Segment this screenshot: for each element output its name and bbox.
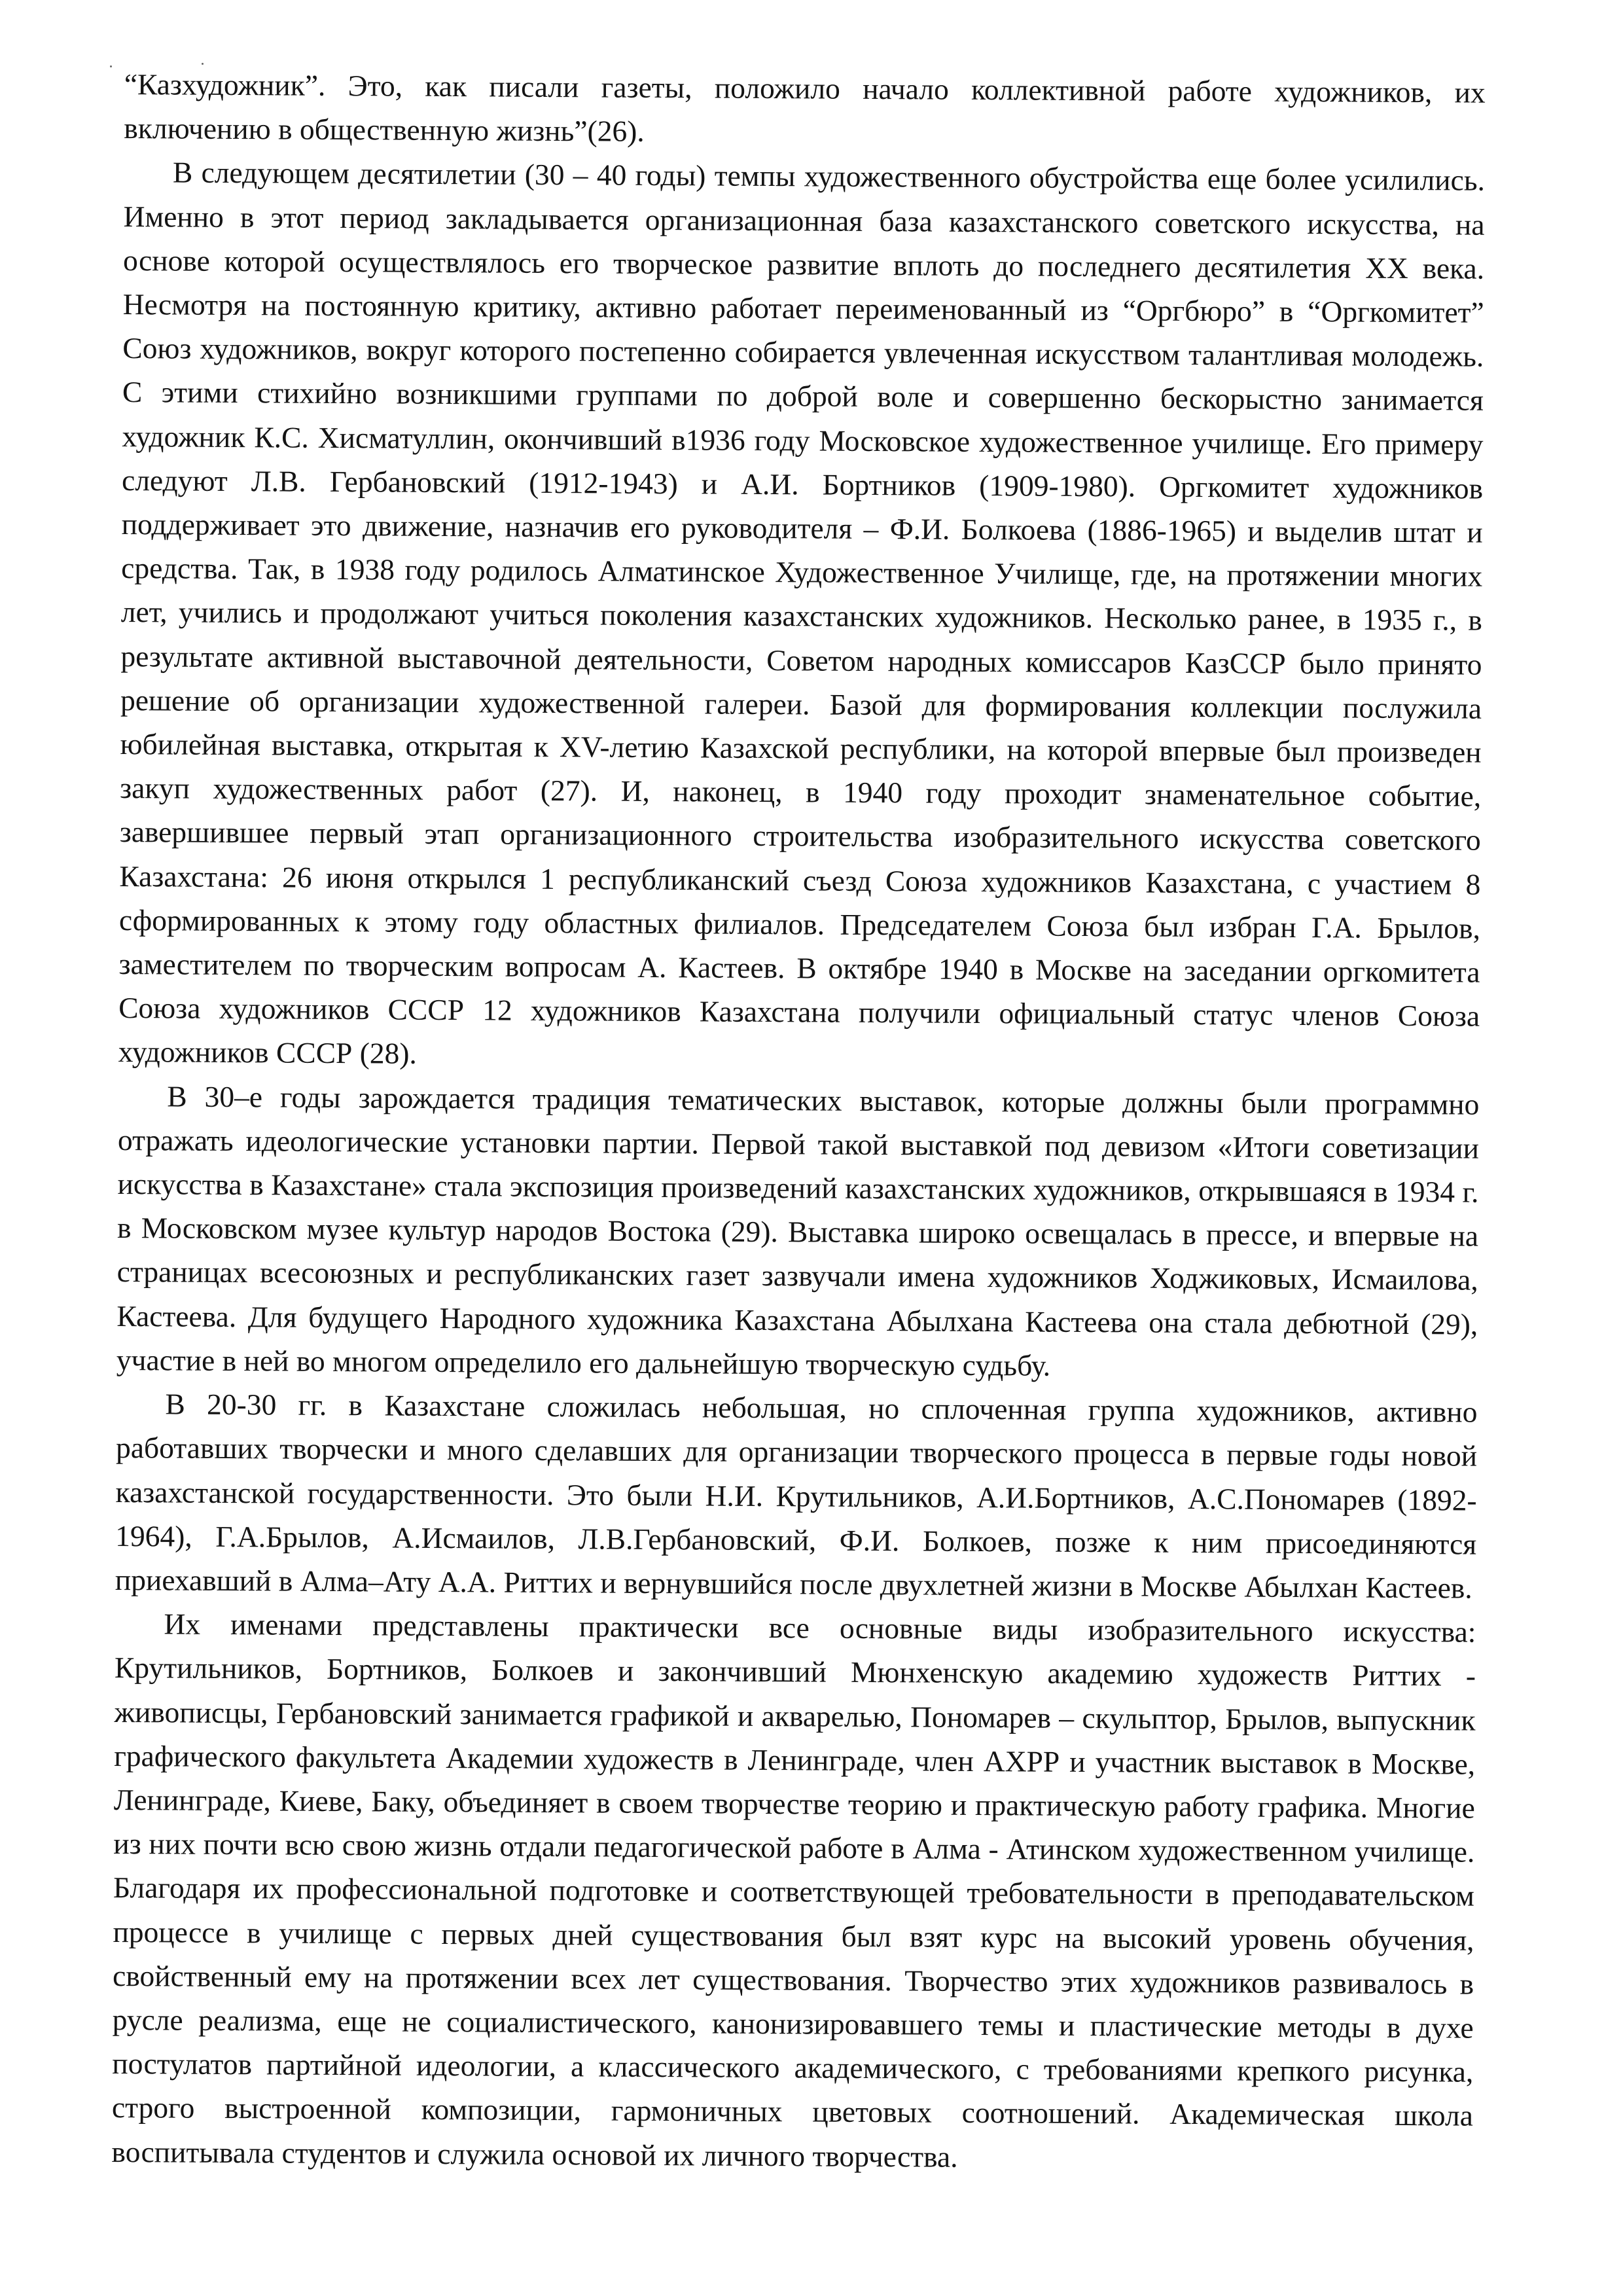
paragraph-thematic-exhibitions: В 30–е годы зарождается традиция тематических выставок, которые должны были программно отражать идеологические установки партии. Первой такой выставкой под девизом «Итоги советизации искусства в Казахстане» стала экспозиция произведений казахстанских художников, открывшаяся в 1934 г. в Московском музее культур народов Востока (29). Выставка широко освещалась в прессе, и впервые на страницах всесоюзных и республиканских газет зазвучали имена художников Ходжиковых, Исмаилова, Кастеева. Для будущего Народного художника Казахстана Абылхана Кастеева она стала дебютной (29), участие в ней во многом определило его дальнейшую творческую судьбу. [116, 1079, 1480, 1382]
paragraph-art-forms: Их именами представлены практически все основные виды изобразительного искусства: Крутильников, Бортников, Болкоев и закончивший Мюнхенскую академию художеств Риттих - живописцы, Гербановский занимается графикой и акварелью, Пономарев – скульптор, Брылов, выпускник графического факультета Академии художеств в Ленинграде, член АХРР и участник выставок в Москве, Ленинграде, Киеве, Баку, объединяет в своем творчестве теорию и практическую работу графика. Многие из них почти всю свою жизнь отдали педагогической работе в Алма - Атинском художественном училище. Благодаря их профессиональной подготовке и соответствующей требовательности в преподавательском процессе в училище с первых дней существования был взят курс на высокий уровень обучения, свойственный ему на протяжении всех лет существования. Творчество этих художников развивалось в русле реализма, еще не социалистического, канонизировавшего темы и пластические методы в духе постулатов партийной идеологии, а классического академического, с требованиями крепкого рисунка, строго выстроенной композиции, гармоничных цветовых соотношений. Академическая школа воспитывала студентов и служила основой их личного творчества. [111, 1607, 1476, 2174]
paragraph-continuation: “Казхудожник”. Это, как писали газеты, положило начало коллективной работе художников, их включению в общественную жизнь”(26). [124, 67, 1486, 149]
scan-speck [110, 65, 112, 67]
page-body-text [111, 62, 1486, 2181]
paragraph-organizational-base: В следующем десятилетии (30 – 40 годы) темпы художественного обустройства еще более усилились. Именно в этот период закладывается организационная база казахстанского советского искусства, на основе которой осуществлялось его творческое развитие вплоть до последнего десятилетия XX века. Несмотря на постоянную критику, активно работает переименованный из “Оргбюро” в “Оргкомитет” Союз художников, вокруг которого постепенно собирается увлеченная искусством талантливая молодежь. С этими стихийно возникшими группами по доброй воле и совершенно бескорыстно занимается художник К.С. Хисматуллин, окончивший в1936 году Московское художественное училище. Его примеру следуют Л.В. Гербановский (1912-1943) и А.И. Бортников (1909-1980). Оргкомитет художников поддерживает это движение, назначив его руководителя – Ф.И. Болкоева (1886-1965) и выделив штат и средства. Так, в 1938 году родилось Алматинское Художественное Училище, где, на протяжении многих лет, учились и продолжают учиться поколения казахстанских художников. Несколько ранее, в 1935 г., в результате активной выставочной деятельности, Советом народных комиссаров КазССР было принято решение об организации художественной галереи. Базой для формирования коллекции послужила юбилейная выставка, открытая к XV-летию Казахской республики, на которой впервые был произведен закуп художественных работ (27). И, наконец, в 1940 году проходит знаменательное событие, завершившее первый этап организационного строительства изобразительного искусства советского Казахстана: 26 июня открылся 1 республиканский съезд Союза художников Казахстана, с участием 8 сформированных к этому году областных филиалов. Председателем Союза был избран Г.А. Брылов, заместителем по творческим вопросам А. Кастеев. В октябре 1940 в Москве на заседании оргкомитета Союза художников СССР 12 художников Казахстана получили официальный статус членов Союза художников СССР (28). [118, 155, 1486, 1071]
paragraph-artists-group: В 20-30 гг. в Казахстане сложилась небольшая, но сплоченная группа художников, активно работавших творчески и много сделавших для организации творческого процесса в первые годы новой казахстанской государственности. Это были Н.И. Крутильников, А.И.Бортников, А.С.Пономарев (1892-1964), Г.А.Брылов, А.Исмаилов, Л.В.Гербановский, Ф.И. Болкоев, позже к ним присоединяются приехавший в Алма–Ату А.А. Риттих и вернувшийся после двухлетней жизни в Москве Абылхан Кастеев. [115, 1387, 1478, 1605]
